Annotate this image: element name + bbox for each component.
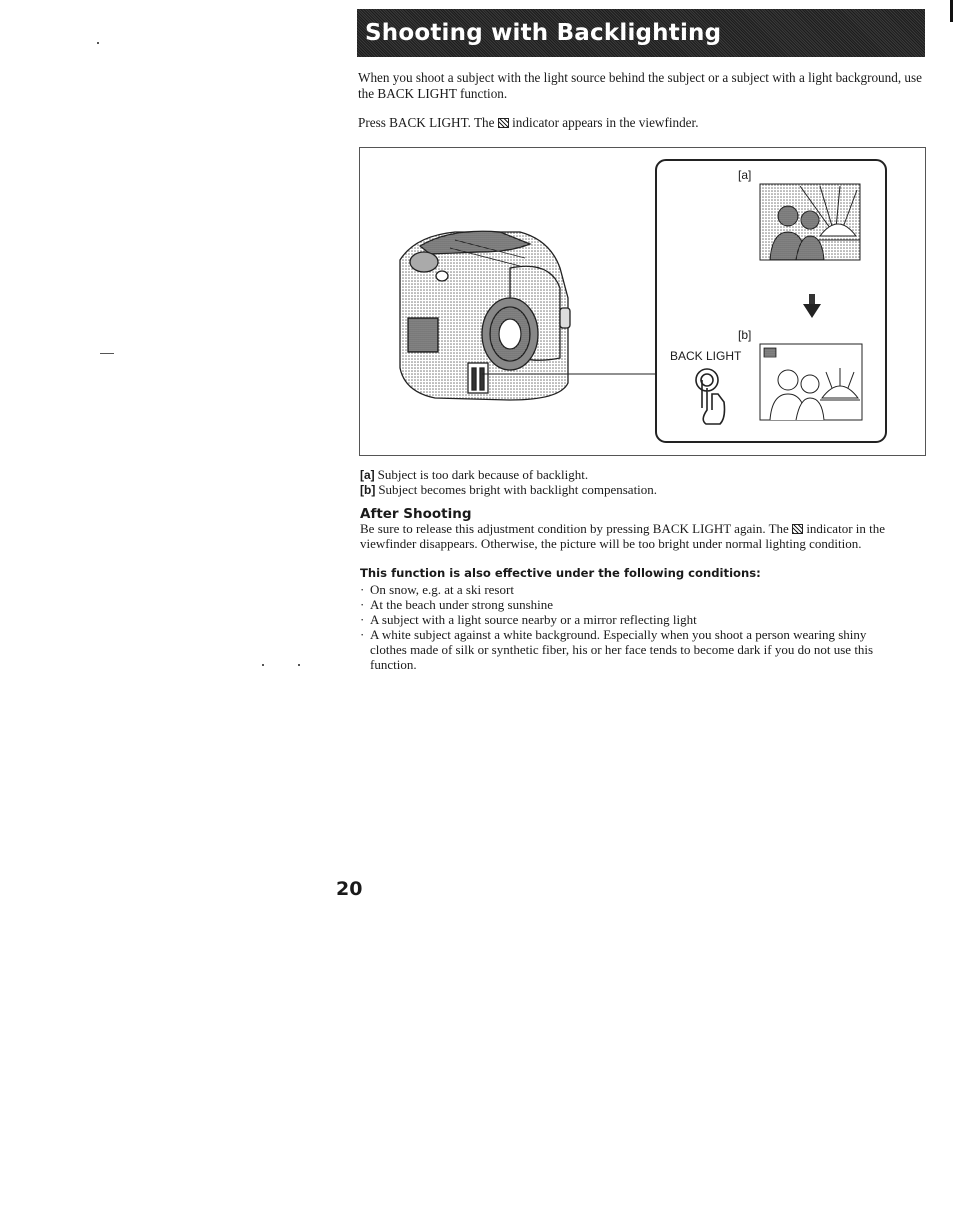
down-arrow-icon [803, 294, 821, 318]
conditions-list [360, 582, 900, 672]
after-shooting-heading: After Shooting [360, 506, 472, 522]
page-edge-mark [950, 0, 953, 22]
caption-a-text: Subject is too dark because of backlight. [377, 467, 589, 482]
camcorder-illustration [360, 148, 925, 455]
list-item: · At the beach under strong sunshine [360, 597, 900, 612]
caption-b [360, 482, 657, 498]
scan-speck [100, 353, 114, 354]
backlight-indicator-icon [792, 524, 803, 534]
scan-speck [97, 42, 99, 44]
intro-paragraph: When you shoot a subject with the light source behind the subject or a subject with a light background, use the BACK LIGHT function. [358, 70, 923, 101]
bright-subject-scene [760, 344, 862, 420]
scan-speck [298, 664, 300, 666]
press-text-after: indicator appears in the viewfinder. [512, 115, 699, 130]
after-text-after: indicator in the viewfinder disappears. Otherwise, the picture will be too bright under normal lighting condition. [360, 521, 886, 551]
caption-a-tag: [a] [360, 468, 375, 482]
list-item: · A white subject against a white background. Especially when you shoot a person wearing shiny clothes made of silk or synthetic fiber, his or her face tends to become dark if you do not use this function. [360, 627, 900, 672]
list-item: · On snow, e.g. at a ski resort [360, 582, 900, 597]
conditions-heading: This function is also effective under the following conditions: [360, 566, 761, 580]
caption-b-tag: [b] [360, 483, 376, 497]
camcorder-icon [400, 231, 570, 400]
scan-speck [262, 664, 264, 666]
after-shooting-paragraph [360, 521, 910, 551]
backlight-button-label: BACK LIGHT [670, 349, 742, 363]
caption-b-text: Subject becomes bright with backlight compensation. [378, 482, 658, 497]
after-text-before: Be sure to release this adjustment condition by pressing BACK LIGHT again. The [360, 521, 789, 536]
press-text-before: Press BACK LIGHT. The [358, 115, 495, 130]
page-number: 20 [336, 878, 363, 900]
dark-subject-scene [760, 184, 860, 260]
backlight-figure [359, 147, 926, 456]
caption-a [360, 467, 588, 483]
pressing-hand-icon [696, 369, 725, 424]
label-a: [a] [738, 168, 752, 182]
title-banner [357, 9, 925, 57]
backlight-indicator-icon [498, 118, 509, 128]
press-instruction [358, 115, 699, 131]
page-title: Shooting with Backlighting [365, 20, 722, 46]
label-b: [b] [738, 328, 752, 342]
list-item: · A subject with a light source nearby or a mirror reflecting light [360, 612, 900, 627]
